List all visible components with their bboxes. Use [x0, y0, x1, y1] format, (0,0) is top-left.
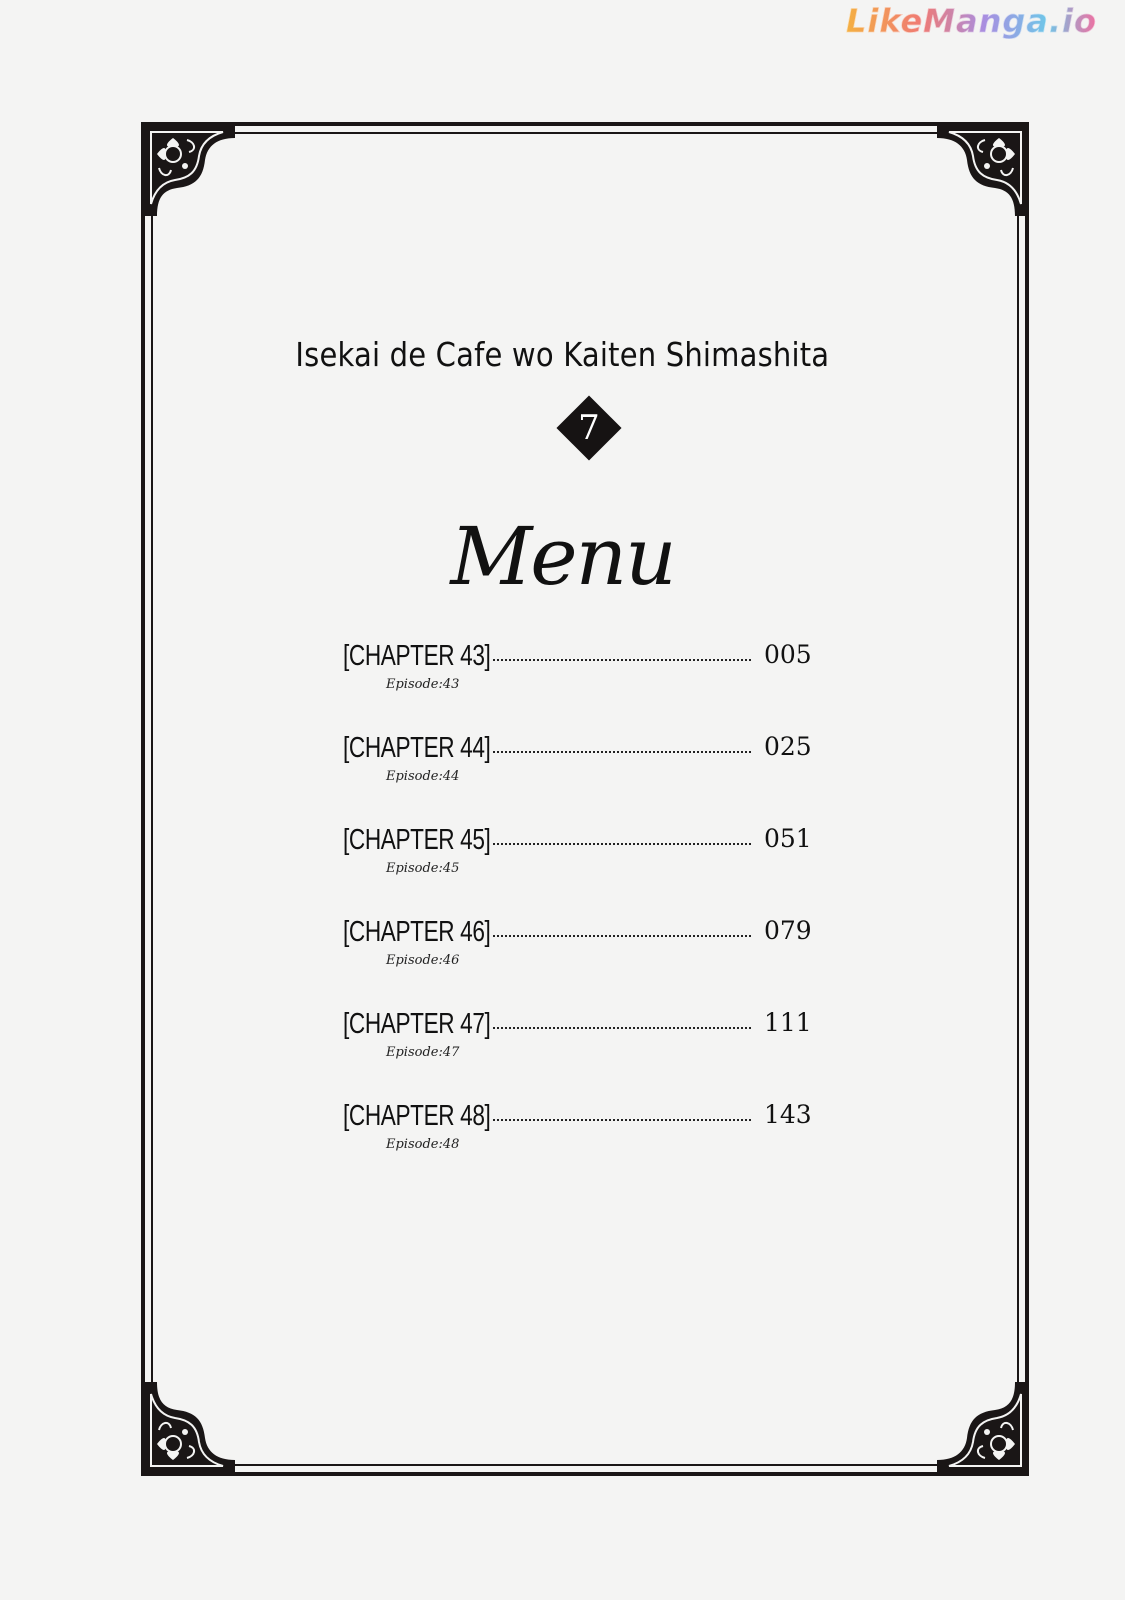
dotted-leader: [493, 1027, 751, 1029]
watermark-logo: LikeManga.io: [845, 2, 1097, 40]
volume-number: 7: [578, 408, 600, 448]
chapter-label: [CHAPTER 45]: [343, 824, 491, 856]
toc-entry: [343, 916, 813, 1008]
episode-label: Episode:48: [386, 1137, 460, 1152]
ornamental-corner-icon: [143, 1382, 235, 1474]
chapter-label: [CHAPTER 48]: [343, 1100, 491, 1132]
dotted-leader: [493, 843, 751, 845]
page-number: 025: [764, 732, 812, 761]
menu-heading: Menu: [450, 510, 675, 603]
toc-entry: [343, 640, 813, 732]
chapter-label: [CHAPTER 44]: [343, 732, 491, 764]
volume-badge: [556, 395, 622, 461]
chapter-label: [CHAPTER 46]: [343, 916, 491, 948]
episode-label: Episode:43: [386, 677, 460, 692]
toc-entry: [343, 824, 813, 916]
book-title-text: Isekai de Cafe wo Kaiten Shimashita: [295, 335, 830, 374]
book-title: [0, 335, 1125, 374]
page-number: 005: [764, 640, 812, 669]
page-number: 079: [764, 916, 812, 945]
page-number: 051: [764, 824, 812, 853]
ornamental-corner-icon: [937, 1382, 1029, 1474]
table-of-contents: [343, 640, 813, 1192]
episode-label: Episode:46: [386, 953, 460, 968]
page-number: 111: [764, 1008, 812, 1037]
toc-entry: [343, 1100, 813, 1192]
episode-label: Episode:47: [386, 1045, 460, 1060]
dotted-leader: [493, 659, 751, 661]
toc-entry: [343, 1008, 813, 1100]
ornamental-corner-icon: [937, 124, 1029, 216]
page-number: 143: [764, 1100, 812, 1129]
dotted-leader: [493, 935, 751, 937]
episode-label: Episode:45: [386, 861, 460, 876]
chapter-label: [CHAPTER 47]: [343, 1008, 491, 1040]
dotted-leader: [493, 1119, 751, 1121]
episode-label: Episode:44: [386, 769, 460, 784]
chapter-label: [CHAPTER 43]: [343, 640, 491, 672]
ornamental-corner-icon: [143, 124, 235, 216]
dotted-leader: [493, 751, 751, 753]
toc-entry: [343, 732, 813, 824]
